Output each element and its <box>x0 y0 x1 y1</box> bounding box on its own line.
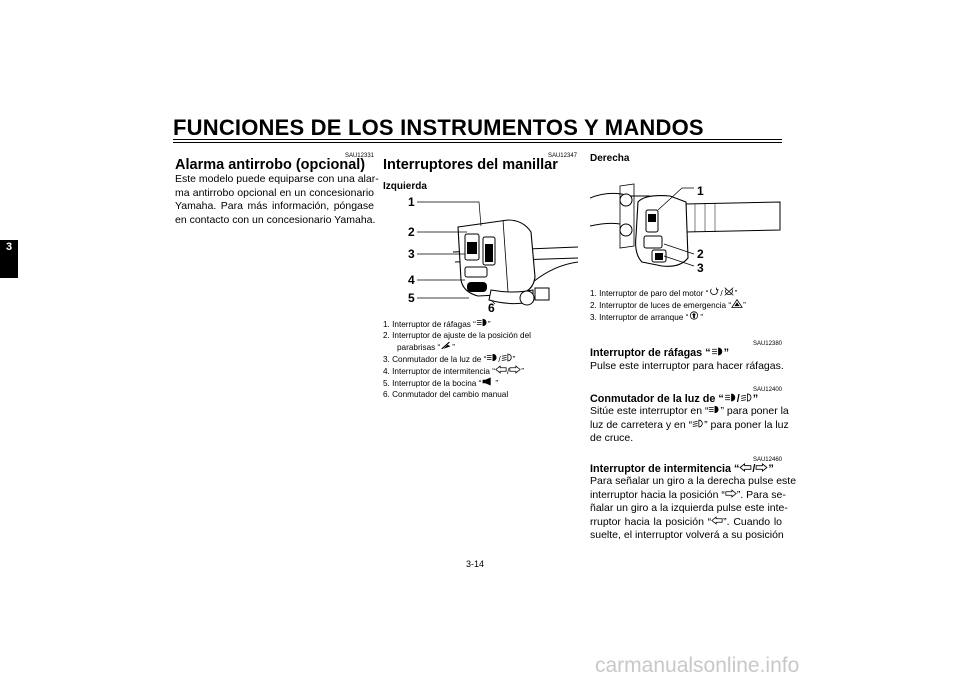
text-line: Sitúe este interruptor en “ ” para poner la <box>590 405 789 417</box>
high-beam-icon <box>486 353 498 362</box>
turn-left-icon <box>711 516 723 525</box>
horn-icon <box>481 377 495 386</box>
engine-run-icon <box>708 287 720 296</box>
high-beam-icon <box>708 405 720 414</box>
ref-code: SAU12400 <box>752 387 782 393</box>
text-line: rruptor hacia la posición “ ”. Cuando lo <box>590 515 783 528</box>
turn-right-icon <box>725 489 737 498</box>
low-beam-icon <box>740 393 753 402</box>
page-number: 3-14 <box>466 559 485 569</box>
turn-right-icon <box>755 463 768 472</box>
engine-stop-icon <box>723 287 735 296</box>
high-beam-icon <box>724 393 737 402</box>
footer-watermark[interactable]: carmanualsonline.info <box>595 654 800 677</box>
callout-3: 3 <box>408 247 415 261</box>
caption-item: 4. Interruptor de intermitencia “ / ” <box>383 367 524 376</box>
body-rafagas <box>590 360 782 374</box>
caption-list-left <box>383 318 578 400</box>
hazard-icon <box>731 299 743 308</box>
text-line: luz de carretera y en “ ” para poner la luz <box>590 418 789 431</box>
text-line: de cruce. <box>590 432 634 445</box>
text-line: Para señalar un giro a la derecha pulse este <box>590 475 797 487</box>
header-rule-thin <box>173 142 782 143</box>
ref-code: SAU12460 <box>752 457 782 463</box>
callout-4: 4 <box>408 273 415 287</box>
start-icon <box>688 311 700 320</box>
text-line: interruptor hacia la posición “ ”. Para se- <box>590 488 786 501</box>
callout-2: 2 <box>697 247 704 261</box>
section-title-intermitencia: Interruptor de intermitencia “ / ” <box>590 463 774 475</box>
high-beam-icon <box>476 318 488 327</box>
caption-item: 5. Interruptor de la bocina “ ” <box>383 379 499 388</box>
text-line: Yamaha. Para más información, póngase <box>175 200 374 213</box>
section-title-alarma: Alarma antirrobo (opcional) <box>175 157 366 173</box>
chapter-number: 3 <box>5 241 13 253</box>
callout-6: 6 <box>488 301 495 315</box>
ref-code: SAU12380 <box>752 341 782 347</box>
body-conmutador <box>590 405 789 446</box>
caption-item: parabrisas “ ” <box>397 343 455 352</box>
ref-code: SAU12347 <box>547 153 577 159</box>
turn-left-icon <box>739 463 752 472</box>
section-title-rafagas: Interruptor de ráfagas “ ” <box>590 347 729 359</box>
high-beam-icon <box>711 347 724 356</box>
caption-item: 2. Interruptor de ajuste de la posición del <box>383 331 531 340</box>
turn-left-icon <box>495 365 507 374</box>
text-line: suelte, el interruptor volverá a su posición <box>590 529 784 542</box>
caption-item: 3. Interruptor de arranque “ ” <box>590 313 704 322</box>
section-title-conmutador: Conmutador de la luz de “ / ” <box>590 393 759 405</box>
caption-item: 6. Conmutador del cambio manual <box>383 390 509 399</box>
text-line: Este modelo puede equiparse con una alar- <box>175 173 379 185</box>
header-rule <box>173 139 782 140</box>
page-header-title: FUNCIONES DE LOS INSTRUMENTOS Y MANDOS <box>173 115 704 140</box>
right-switch-illustration <box>590 166 782 280</box>
text-line: en contacto con un concesionario Yamaha. <box>175 213 376 226</box>
subtitle-derecha: Derecha <box>590 153 630 164</box>
caption-item: 3. Conmutador de la luz de “ / ” <box>383 355 516 364</box>
callout-1: 1 <box>697 184 704 198</box>
caption-item: 1. Interruptor de paro del motor “ / ” <box>590 289 738 298</box>
ref-code: SAU12331 <box>344 153 374 159</box>
low-beam-icon <box>692 419 704 428</box>
text-line: ma antirrobo opcional en un concesionario <box>175 186 374 199</box>
callout-2: 2 <box>408 225 415 239</box>
windshield-adjust-icon <box>440 341 452 350</box>
caption-item: 1. Interruptor de ráfagas “ ” <box>383 320 491 329</box>
low-beam-icon <box>501 353 513 362</box>
text-line: Pulse este interruptor para hacer ráfagas. <box>590 360 784 372</box>
subtitle-izquierda: Izquierda <box>383 181 427 192</box>
callout-3: 3 <box>697 261 704 275</box>
caption-item: 2. Interruptor de luces de emergencia “ ” <box>590 301 746 310</box>
section-title-interruptores: Interruptores del manillar <box>383 157 558 173</box>
body-alarma <box>175 173 379 227</box>
turn-right-icon <box>509 365 521 374</box>
body-intermitencia <box>590 475 797 543</box>
caption-list-right <box>590 287 782 323</box>
text-line: ñalar un giro a la izquierda pulse este inte- <box>590 502 788 515</box>
callout-5: 5 <box>408 291 415 305</box>
callout-1: 1 <box>408 195 415 209</box>
